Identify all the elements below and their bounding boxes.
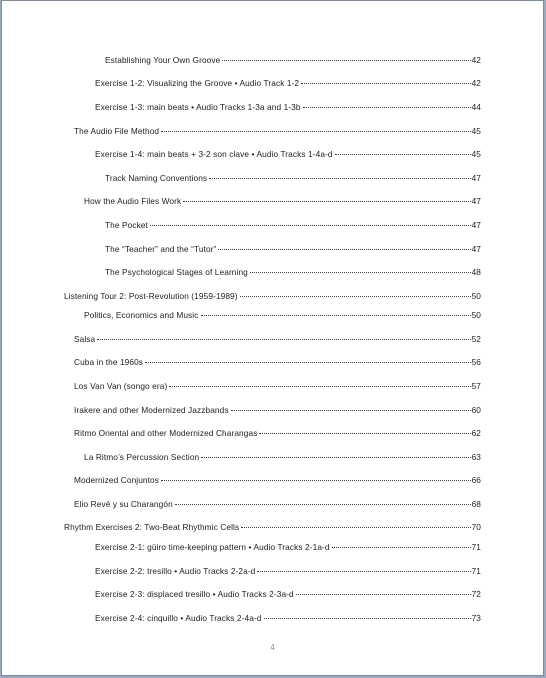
toc-page-number: 71 xyxy=(471,566,481,576)
toc-dot-leader xyxy=(222,60,470,61)
toc-page-number: 50 xyxy=(471,310,481,320)
toc-entry[interactable] xyxy=(74,381,481,391)
toc-entry-label: Track Naming Conventions xyxy=(105,173,208,183)
toc-dot-leader xyxy=(161,131,470,132)
toc-entry-label: Politics, Economics and Music xyxy=(84,310,199,320)
toc-page-number: 48 xyxy=(471,267,481,277)
toc-dot-leader xyxy=(240,296,471,297)
toc-dot-leader xyxy=(169,386,470,387)
toc-dot-leader xyxy=(201,315,471,316)
toc-entry[interactable] xyxy=(74,357,481,367)
toc-entry-label: Exercise 2-2: tresillo • Audio Tracks 2-2a-d xyxy=(95,566,256,576)
toc-entry-label: Exercise 1-2: Visualizing the Groove • Audio Track 1-2 xyxy=(95,78,300,88)
toc-entry[interactable] xyxy=(95,149,481,159)
toc-entry[interactable] xyxy=(95,78,481,88)
toc-entry[interactable] xyxy=(95,566,481,576)
toc-entry[interactable] xyxy=(64,522,481,532)
toc-entry[interactable] xyxy=(105,55,481,65)
toc-entry-label: The Psychological Stages of Learning xyxy=(105,267,248,277)
toc-dot-leader xyxy=(97,339,470,340)
toc-entry[interactable] xyxy=(64,291,481,301)
toc-entry[interactable] xyxy=(95,589,481,599)
toc-entry-label: Exercise 2-1: güiro time-keeping pattern • Audio Tracks 2-1a-d xyxy=(95,542,330,552)
toc-dot-leader xyxy=(209,178,470,179)
toc-entry-label: The Audio File Method xyxy=(74,126,160,136)
toc-entry-label: Modernized Conjuntos xyxy=(74,475,160,485)
toc-entry[interactable] xyxy=(74,499,481,509)
toc-entry-label: Establishing Your Own Groove xyxy=(105,55,221,65)
toc-dot-leader xyxy=(332,547,471,548)
toc-page-number: 57 xyxy=(471,381,481,391)
toc-page-number: 45 xyxy=(471,149,481,159)
toc-page-number: 63 xyxy=(471,452,481,462)
toc-page-number: 60 xyxy=(471,405,481,415)
toc-dot-leader xyxy=(259,433,470,434)
toc-entry[interactable] xyxy=(105,173,481,183)
toc-page-number: 42 xyxy=(471,78,481,88)
toc-page-number: 66 xyxy=(471,475,481,485)
toc-entry[interactable] xyxy=(95,542,481,552)
toc-page-number: 47 xyxy=(471,173,481,183)
toc-entry-label: Exercise 1-3: main beats • Audio Tracks 1-3a and 1-3b xyxy=(95,102,301,112)
toc-page-number: 47 xyxy=(471,244,481,254)
toc-page-number: 68 xyxy=(471,499,481,509)
toc-entry-label: The “Teacher” and the “Tutor” xyxy=(105,244,217,254)
toc-dot-leader xyxy=(145,362,471,363)
toc-dot-leader xyxy=(183,201,470,202)
toc-entry[interactable] xyxy=(74,405,481,415)
toc-entry-label: La Ritmo’s Percussion Section xyxy=(84,452,200,462)
toc-entry-label: Cuba in the 1960s xyxy=(74,357,144,367)
toc-entry[interactable] xyxy=(105,220,481,230)
toc-entry[interactable] xyxy=(95,613,481,623)
toc-dot-leader xyxy=(296,594,471,595)
toc-entry-label: Exercise 2-4: cinquillo • Audio Tracks 2-4a-d xyxy=(95,613,262,623)
toc-page-number: 62 xyxy=(471,428,481,438)
toc-page-number: 42 xyxy=(471,55,481,65)
toc-entry[interactable] xyxy=(84,310,481,320)
page-footer-number: 4 xyxy=(270,643,275,652)
toc-dot-leader xyxy=(218,249,470,250)
toc-entry[interactable] xyxy=(84,452,481,462)
toc-entry-label: Salsa xyxy=(74,334,96,344)
toc-entry-label: Rhythm Exercises 2: Two-Beat Rhythmic Cells xyxy=(64,522,240,532)
toc-entry[interactable] xyxy=(74,126,481,136)
toc-dot-leader xyxy=(301,83,470,84)
toc-dot-leader xyxy=(335,154,471,155)
toc-page-number: 71 xyxy=(471,542,481,552)
toc-page-number: 70 xyxy=(471,522,481,532)
toc-dot-leader xyxy=(201,457,470,458)
toc-dot-leader xyxy=(303,107,471,108)
toc-entry-label: Irakere and other Modernized Jazzbands xyxy=(74,405,229,415)
toc-dot-leader xyxy=(175,504,471,505)
toc-entry[interactable] xyxy=(105,244,481,254)
toc-entry-label: Los Van Van (songo era) xyxy=(74,381,168,391)
toc-entry-label: Ritmo Oriental and other Modernized Charangas xyxy=(74,428,258,438)
toc-page-number: 72 xyxy=(471,589,481,599)
toc-page-number: 52 xyxy=(471,334,481,344)
toc-entry[interactable] xyxy=(74,334,481,344)
toc-page-number: 45 xyxy=(471,126,481,136)
document-page xyxy=(1,0,544,676)
toc-page-number: 73 xyxy=(471,613,481,623)
toc-dot-leader xyxy=(264,618,471,619)
toc-dot-leader xyxy=(150,225,471,226)
toc-entry[interactable] xyxy=(95,102,481,112)
toc-entry-label: Exercise 1-4: main beats + 3-2 son clave • Audio Tracks 1-4a-d xyxy=(95,149,333,159)
toc-entry[interactable] xyxy=(105,267,481,277)
toc-page-number: 56 xyxy=(471,357,481,367)
toc-dot-leader xyxy=(161,480,471,481)
toc-entry-label: The Pocket xyxy=(105,220,148,230)
toc-entry-label: Exercise 2-3: displaced tresillo • Audio Tracks 2-3a-d xyxy=(95,589,294,599)
toc-page-number: 47 xyxy=(471,196,481,206)
toc-entry[interactable] xyxy=(74,428,481,438)
toc-page-number: 44 xyxy=(471,102,481,112)
toc-entry-label: How the Audio Files Work xyxy=(84,196,182,206)
toc-entry[interactable] xyxy=(74,475,481,485)
toc-entry[interactable] xyxy=(84,196,481,206)
toc-dot-leader xyxy=(231,410,471,411)
toc-entry-label: Elio Revé y su Charangón xyxy=(74,499,173,509)
toc-dot-leader xyxy=(241,527,470,528)
toc-dot-leader xyxy=(250,272,471,273)
toc-page-number: 50 xyxy=(471,291,481,301)
toc-dot-leader xyxy=(257,571,470,572)
toc-entry-label: Listening Tour 2: Post-Revolution (1959-1989) xyxy=(64,291,238,301)
toc-page-number: 47 xyxy=(471,220,481,230)
